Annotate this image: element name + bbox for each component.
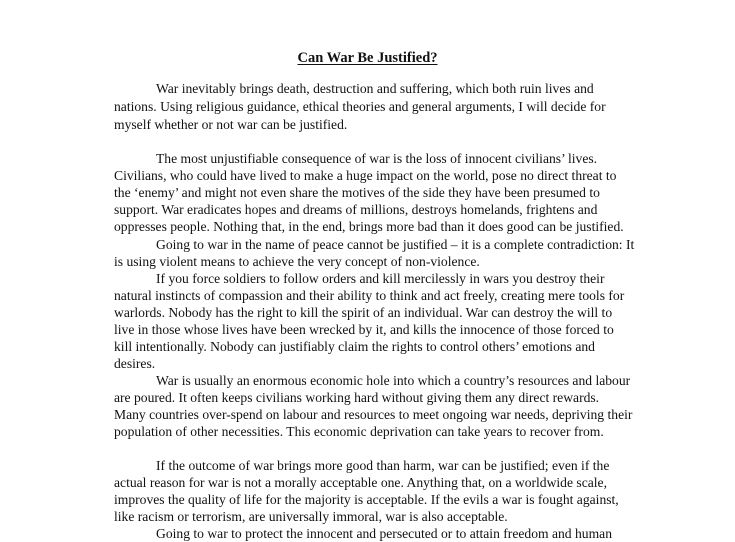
text-line: The most unjustifiable consequence of war is the loss of innocent civilians’ lives.: [156, 151, 598, 166]
text-line: are poured. It often keeps civilians working hard without giving them any direct rewards.: [114, 390, 600, 405]
text-line: natural instincts of compassion and their ability to think and act freely, creating mere tools for: [114, 288, 625, 303]
text-line: War inevitably brings death, destruction and suffering, which both ruin lives and: [156, 81, 594, 96]
text-line: improves the quality of life for the majority is acceptable. If the evils a war is fought against,: [114, 492, 619, 507]
text-line: the ‘enemy’ and might not even share the motives of the side they have been presumed to: [114, 185, 600, 200]
text-line: Civilians, who could have lived to make a huge impact on the world, pose no direct threat to: [114, 168, 617, 183]
text-line: nations. Using religious guidance, ethical theories and general arguments, I will decide for: [114, 99, 606, 114]
text-line: desires.: [114, 356, 156, 371]
text-line: actual reason for war is not a morally acceptable one. Anything that, on a worldwide scale,: [114, 475, 607, 490]
text-line: kill intentionally. Nobody can justifiably claim the rights to control others’ emotions and: [114, 339, 595, 354]
text-line: If you force soldiers to follow orders and kill mercilessly in wars you destroy their: [156, 271, 605, 286]
text-line: like racism or terrorism, are universally immoral, war is also acceptable.: [114, 509, 508, 524]
text-line: Many countries over-spend on labour and resources to meet ongoing war needs, depriving their: [114, 407, 633, 422]
text-line: is using violent means to achieve the very concept of non-violence.: [114, 254, 480, 269]
text-line: myself whether or not war can be justified.: [114, 117, 348, 132]
text-line: population of other necessities. This economic deprivation can take years to recover from.: [114, 424, 604, 439]
text-line: Going to war in the name of peace cannot be justified – it is a complete contradiction: It: [156, 237, 635, 252]
text-line: War is usually an enormous economic hole into which a country’s resources and labour: [156, 373, 631, 388]
document-title: Can War Be Justified?: [297, 50, 438, 66]
text-line: warlords. Nobody has the right to kill the spirit of an individual. War can destroy the will to: [114, 305, 613, 320]
text-line: support. War eradicates hopes and dreams of millions, destroys homelands, frightens and: [114, 202, 598, 217]
text-line: Going to war to protect the innocent and persecuted or to attain freedom and human: [156, 526, 612, 541]
text-line: live in those whose lives have been wrecked by it, and kills the innocence of those forced to: [114, 322, 614, 337]
text-line: oppresses people. Nothing that, in the end, brings more bad than it does good can be justified.: [114, 219, 624, 234]
text-line: If the outcome of war brings more good than harm, war can be justified; even if the: [156, 458, 610, 473]
